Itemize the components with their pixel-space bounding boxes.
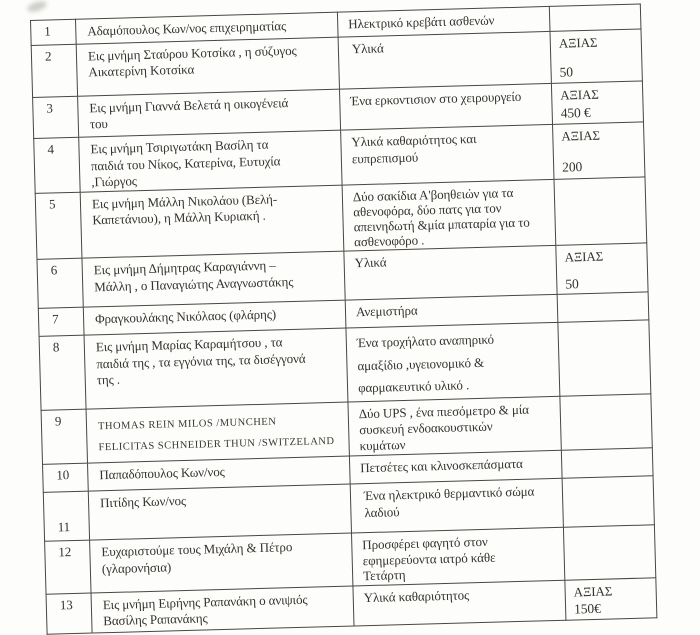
donation-cell: Δύο σακίδια Α'βοηθειών για τα αθενοφόρα, δύο πατς για τον απεινηδωτή &μία μπαταρία για το ασθενοφόρο . bbox=[342, 179, 556, 251]
value-amount bbox=[570, 453, 649, 455]
donor-cell: Εις μνήμη Τσιριγωτάκη Βασίλη τα παιδιά του Νίκος, Κατερίνα, Ευτυχία ,Γιώργος bbox=[79, 130, 342, 192]
value-label bbox=[567, 325, 646, 327]
value-label bbox=[568, 398, 647, 400]
donor-cell: Εις μνήμη Δήμητρας Καραγιάννη – Μάλλη , ο Παναγιώτης Αναγνωστάκης bbox=[82, 251, 345, 307]
row-number-cell: 13 bbox=[46, 593, 92, 634]
scanned-sheet bbox=[30, 3, 656, 634]
value-amount bbox=[568, 398, 647, 400]
donation-cell: Ανεμιστήρα bbox=[345, 295, 558, 329]
row-number-cell: 1 bbox=[31, 19, 77, 45]
value-amount: 50 bbox=[565, 275, 579, 292]
value-label bbox=[563, 182, 642, 184]
value-amount bbox=[571, 481, 650, 483]
donation-cell: Προσφέρει φαγητό στον εφημερεύοντα ιατρό κάθε Τετάρτη bbox=[352, 528, 565, 586]
donor-cell: Εις μνήμη Μαρίας Καραμήτσου , τα παιδιά της , τα εγγόνια της, τα δισέγγονά της . bbox=[84, 329, 348, 409]
donor-cell: THOMAS REIN MILOS /MUNCHEN FELICITAS SCHNEIDER THUN /SWITZELAND bbox=[86, 402, 349, 464]
row-number-cell: 10 bbox=[43, 463, 89, 492]
value-cell bbox=[560, 393, 652, 450]
value-amount bbox=[566, 297, 645, 299]
donation-cell: Ηλεκτρικό κρεβάτι ασθενών bbox=[337, 6, 550, 37]
value-cell bbox=[551, 81, 643, 125]
value-label bbox=[570, 453, 649, 455]
donation-cell: Ένα ερκοντισιον στο χειρουργείο bbox=[339, 84, 552, 131]
value-cell bbox=[557, 292, 649, 322]
value-label: ΑΞΙΑΣ bbox=[564, 248, 604, 265]
donation-cell: Υλικά καθαριότητος bbox=[353, 580, 566, 626]
donor-cell: Εις μνήμη Σταύρου Κοτσίκα , η σύζυγος Αικατερίνη Κοτσίκα bbox=[76, 37, 339, 96]
value-amount: 200 bbox=[561, 158, 583, 175]
donation-cell: Ένα τροχήλατο αναπηρικό αμαξίδιο ,υγειονομικό & φαρμακευτικό υλικό . bbox=[346, 323, 560, 402]
value-cell bbox=[562, 476, 654, 527]
row-number-cell: 4 bbox=[34, 137, 80, 193]
value-label bbox=[571, 481, 650, 483]
row-number-cell: 5 bbox=[35, 192, 82, 260]
value-cell bbox=[550, 29, 642, 84]
donation-cell: Υλικά bbox=[344, 246, 557, 301]
row-number-cell: 3 bbox=[33, 96, 79, 138]
value-cell bbox=[565, 578, 657, 621]
value-amount bbox=[572, 530, 651, 532]
value-label: ΑΞΙΑΣ bbox=[558, 34, 598, 51]
donation-cell: Υλικά καθαριότητος και ευπρεπισμού bbox=[341, 125, 554, 185]
row-number-cell: 7 bbox=[38, 308, 84, 337]
value-cell bbox=[561, 448, 653, 478]
row-number-cell: 12 bbox=[45, 540, 91, 594]
donation-cell: Υλικά bbox=[338, 31, 551, 89]
value-amount: 450 € bbox=[560, 105, 591, 122]
row-number-cell: 6 bbox=[37, 258, 83, 308]
value-amount bbox=[563, 182, 642, 184]
value-cell bbox=[553, 122, 645, 179]
value-amount bbox=[558, 9, 637, 11]
donation-cell: Δύο UPS , ένα πιεσόμετρο & μία συσκευή ενδοακουστικών κυμάτων bbox=[348, 396, 561, 456]
donations-table bbox=[30, 3, 657, 634]
value-amount: 150€ bbox=[573, 601, 601, 617]
value-label: ΑΞΙΑΣ bbox=[560, 86, 599, 103]
donor-cell: Εις μνήμη Ειρήνης Ραπανάκη ο ανιψιός Βασίλης Ραπανάκης bbox=[91, 586, 354, 633]
value-amount: 50 bbox=[559, 64, 574, 80]
value-label bbox=[558, 9, 637, 11]
donor-cell: Αδαμόπουλος Κων/νος επιχειρηματίας bbox=[75, 12, 338, 44]
value-cell bbox=[549, 4, 641, 31]
row-number-cell: 2 bbox=[31, 44, 77, 97]
row-number-cell: 8 bbox=[39, 336, 86, 410]
donor-cell: Εις μνήμη Μάλλη Νικολάου (Βελή- Καπετάνιου), η Μάλλη Κυριακή . bbox=[80, 185, 344, 258]
donor-cell: Παπαδόπουλος Κων/νος bbox=[88, 456, 351, 491]
donor-cell: Πιτίδης Κων/νος bbox=[88, 484, 351, 540]
value-amount bbox=[567, 325, 646, 327]
value-label: ΑΞΙΑΣ bbox=[561, 127, 601, 144]
donor-cell: Ευχαριστούμε τους Μιχάλη & Πέτρο (γλαρονήσια) bbox=[90, 533, 353, 593]
value-cell bbox=[554, 177, 647, 246]
value-cell bbox=[563, 525, 655, 580]
row-number-cell: 11 bbox=[43, 491, 89, 541]
donation-cell: Πετσέτες και κλινοσκεπάσματα bbox=[349, 451, 562, 485]
donation-cell: Ένα ηλεκτρικό θερμαντικό σώμα λαδιού bbox=[350, 479, 563, 534]
value-label bbox=[566, 297, 645, 299]
value-label: ΑΞΙΑΣ bbox=[573, 583, 613, 600]
value-label bbox=[572, 530, 651, 532]
row-number-cell: 9 bbox=[41, 409, 87, 465]
donor-cell: Φραγκουλάκης Νικόλαος (φλάρης) bbox=[83, 301, 346, 336]
value-cell bbox=[556, 243, 648, 295]
scan-smudge-artifact bbox=[26, 0, 48, 14]
donor-cell: Εις μνήμη Γιαννά Βελετά η οικογένειά του bbox=[78, 89, 341, 137]
value-cell bbox=[558, 320, 651, 396]
